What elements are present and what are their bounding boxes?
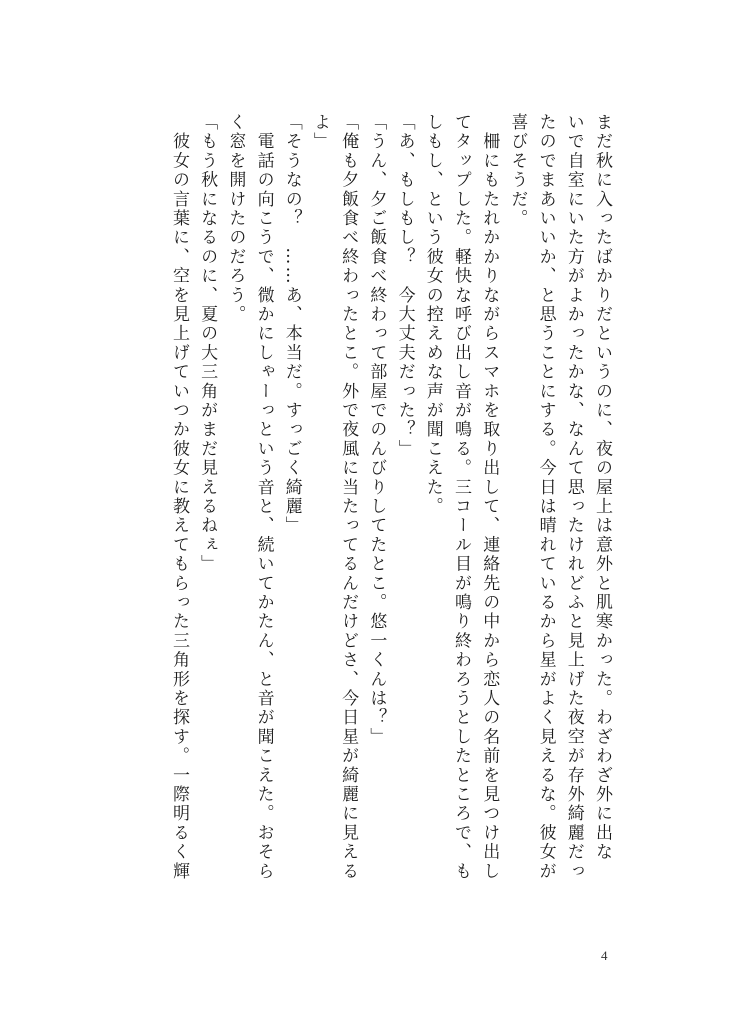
page-number: 4 (601, 948, 608, 963)
text-line: 「俺も夕飯食べ終わったとこ。外で夜風に当たってるんだけどさ、今日星が綺麗に見える (338, 113, 359, 881)
text-line: 喜びそうだ。 (507, 113, 528, 229)
text-line: 「あ、もしもし？ 今大丈夫だった？」 (394, 113, 415, 459)
text-line: よ」 (309, 113, 330, 152)
text-line: 「そうなの？ ……あ、本当だ。すっごく綺麗」 (281, 113, 302, 536)
text-line: たのでまあいいか、と思うことにする。今日は晴れているから星がよく見えるな。彼女が (535, 113, 556, 881)
text-line: 「うん、夕ご飯食べ終わって部屋でのんびりしてたとこ。悠一くんは？」 (366, 113, 387, 747)
text-line: 「もう秋になるのに、夏の大三角がまだ見えるねぇ」 (197, 113, 218, 574)
text-line: まだ秋に入ったばかりだというのに、夜の屋上は意外と肌寒かった。わざわざ外に出な (592, 113, 612, 862)
text-line: しもし、という彼女の控えめな声が聞こえた。 (422, 113, 443, 517)
text-line: てタップした。軽快な呼び出し音が鳴る。三コール目が鳴り終わろうとしたところで、も (450, 113, 471, 881)
text-line: 柵にもたれかかりながらスマホを取り出して、連絡先の中から恋人の名前を見つけ出し (479, 113, 500, 881)
text-line: 彼女の言葉に、空を見上げていつか彼女に教えてもらった三角形を探す。一際明るく輝 (168, 113, 189, 881)
text-line: く窓を開けたのだろう。 (225, 113, 246, 325)
text-line: 電話の向こうで、微かにしゃーっという音と、続いてかたん、と音が聞こえた。おそら (253, 113, 274, 881)
body-text (126, 113, 616, 943)
text-line: いで自室にいた方がよかったかな、なんて思ったけれどふと見上げた夜空が存外綺麗だっ (563, 113, 584, 881)
